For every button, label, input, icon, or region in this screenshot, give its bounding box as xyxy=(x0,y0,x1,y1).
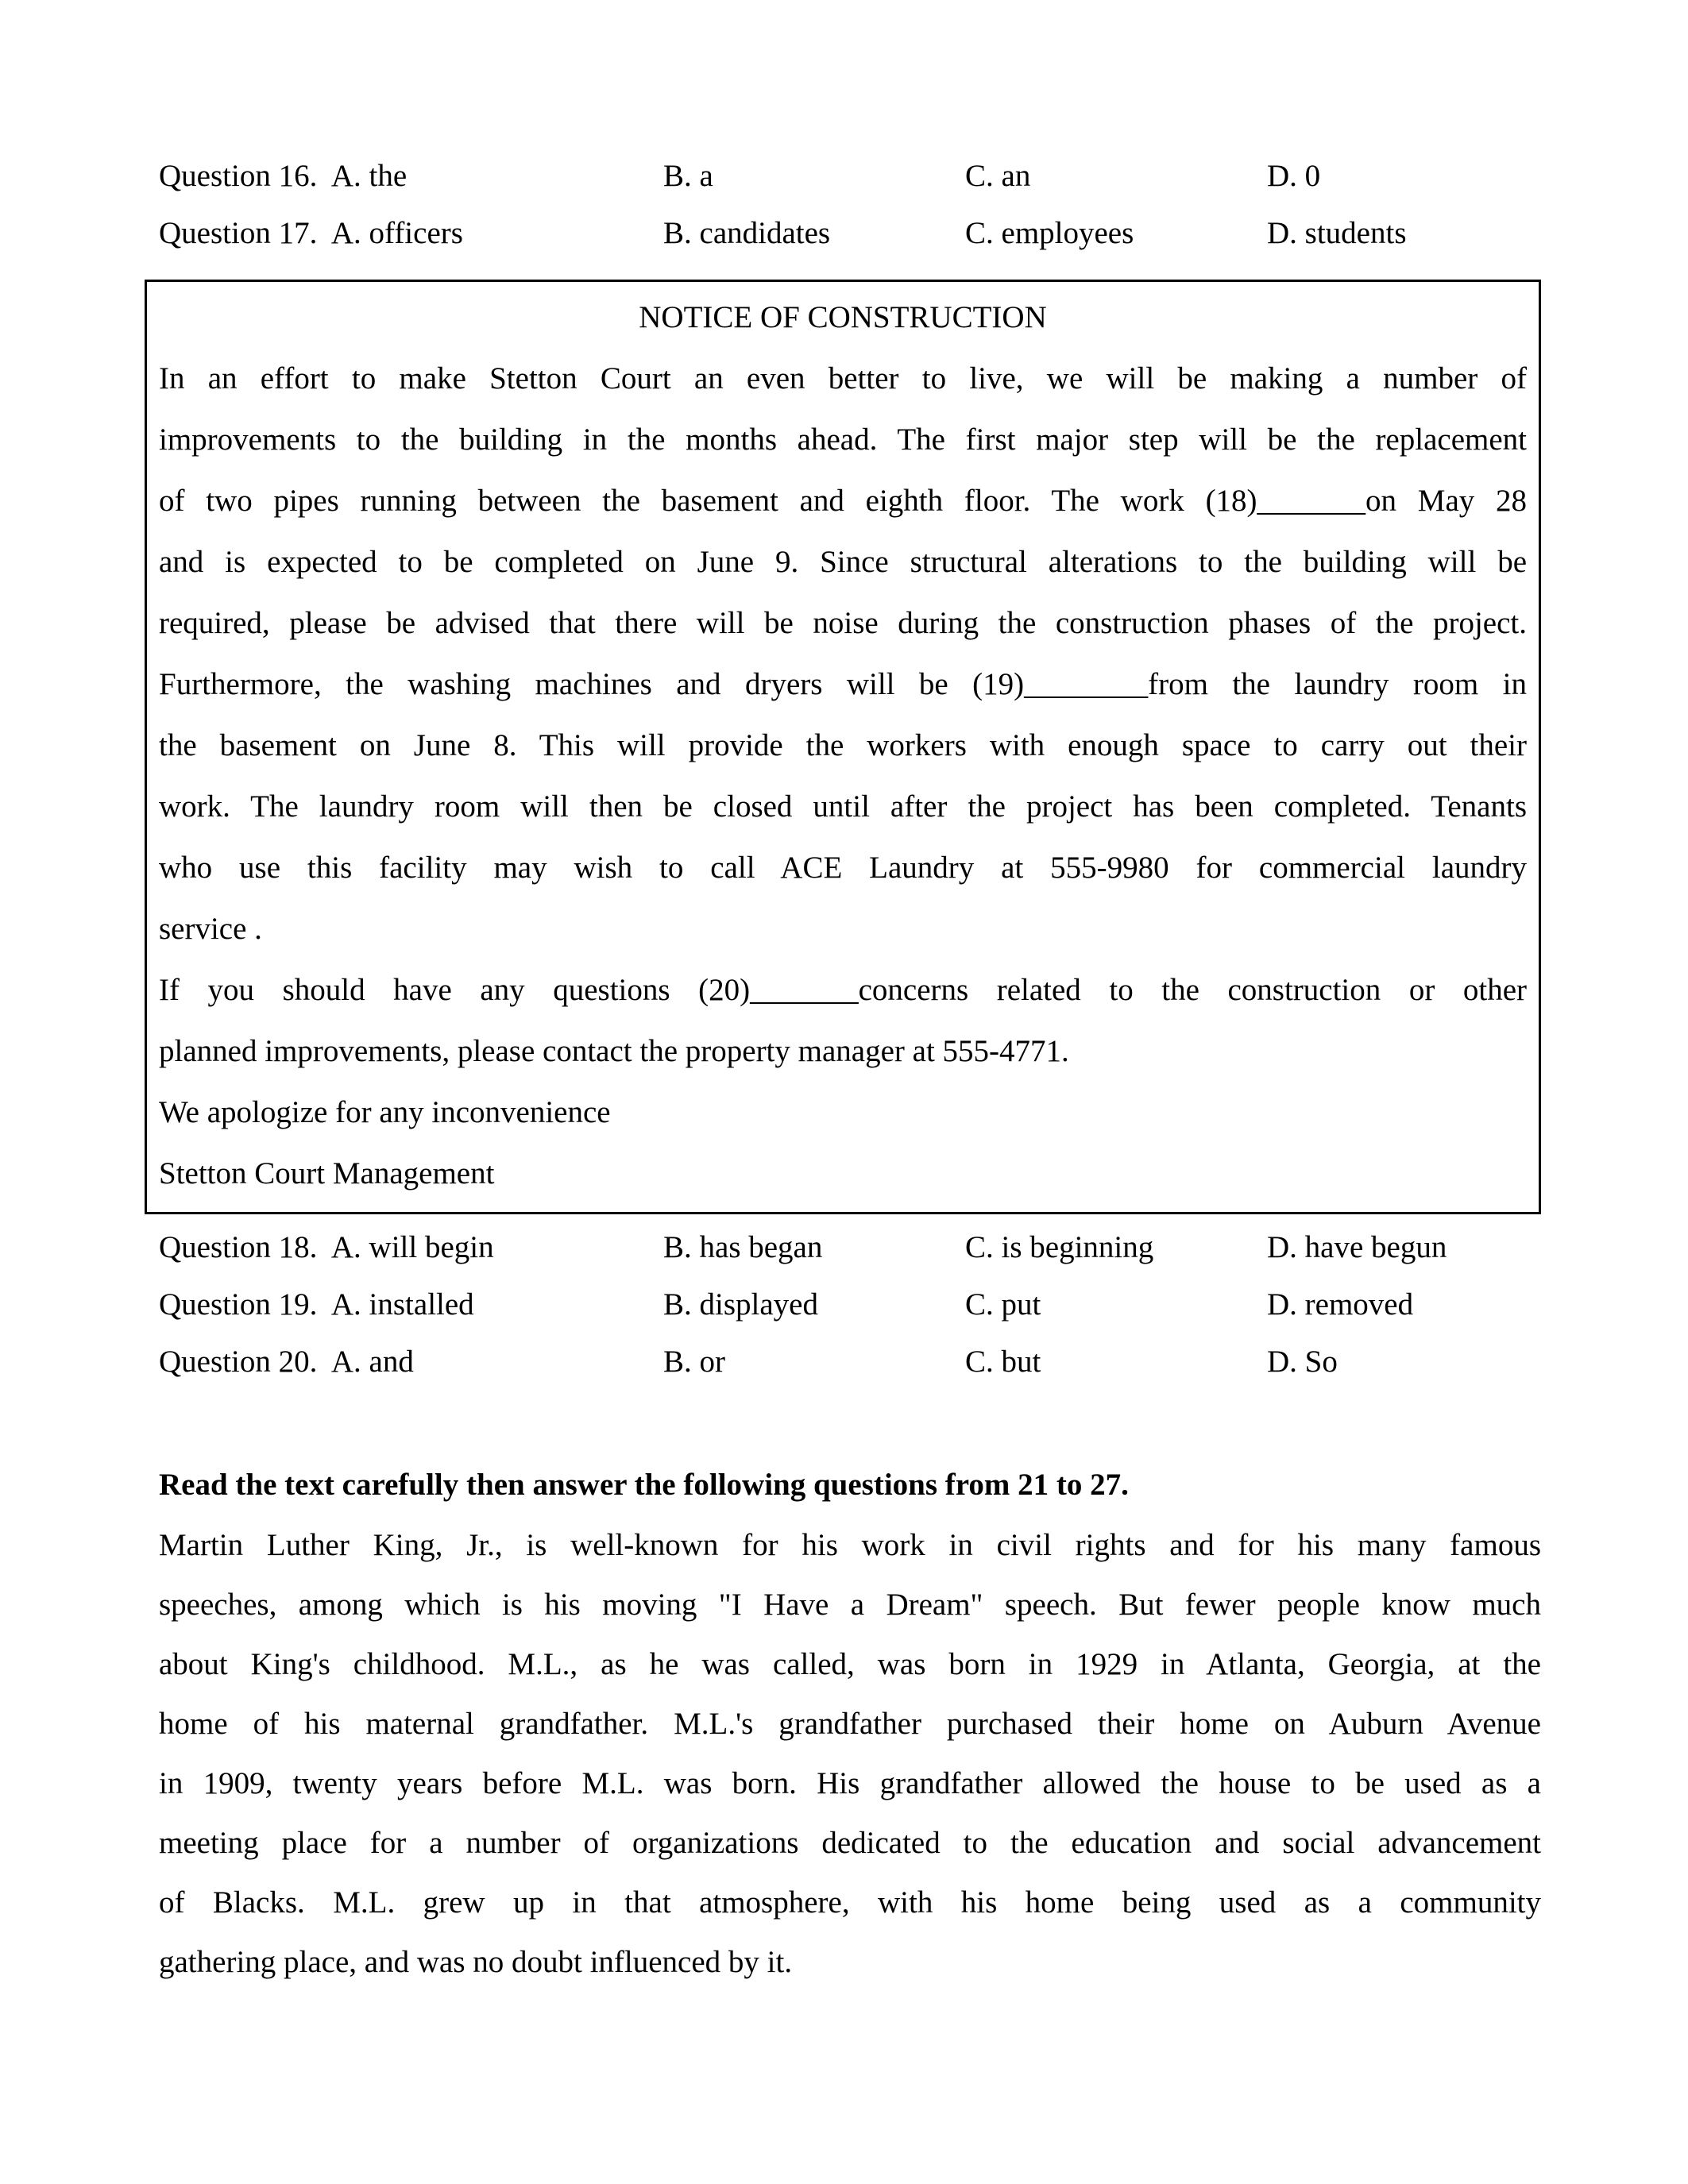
notice-line: who use this facility may wish to call ACE Laundry at 555-9980 for commercial laundry xyxy=(159,851,1527,885)
notice-line: and is expected to be completed on June 9. Since structural alterations to the building will be xyxy=(159,545,1527,579)
question-19-option-b: B. displayed xyxy=(663,1287,818,1322)
question-19-label-and-option-a xyxy=(159,1276,663,1333)
question-20-option-a: A. and xyxy=(330,1345,414,1379)
question-17-option-b: B. candidates xyxy=(663,216,831,250)
passage-line: of Blacks. M.L. grew up in that atmosphere, with his home being used as a community xyxy=(159,1885,1541,1920)
notice-line: required, please be advised that there will be noise during the construction phases of the project. xyxy=(159,606,1527,640)
question-20-label: Question 20. xyxy=(159,1345,318,1379)
question-row-16 xyxy=(159,148,1541,205)
notice-of-construction-box xyxy=(145,280,1541,1214)
passage-line: Martin Luther King, Jr., is well-known for his work in civil rights and for his many famous xyxy=(159,1528,1541,1562)
reading-instructions-heading: Read the text carefully then answer the following questions from 21 to 27. xyxy=(159,1468,1129,1502)
question-row-17 xyxy=(159,205,1541,262)
question-16-option-d: D. 0 xyxy=(1267,159,1321,193)
question-17-option-c: C. employees xyxy=(965,216,1134,250)
question-row-18 xyxy=(159,1219,1541,1276)
question-19-option-d: D. removed xyxy=(1267,1287,1414,1322)
passage-line: home of his maternal grandfather. M.L.'s grandfather purchased their home on Auburn Avenue xyxy=(159,1707,1541,1741)
question-20-option-b: B. or xyxy=(663,1345,725,1379)
passage-line: gathering place, and was no doubt influenced by it. xyxy=(159,1945,793,1979)
question-17-label: Question 17. xyxy=(159,216,318,250)
question-16-label: Question 16. xyxy=(159,159,318,193)
notice-line: Stetton Court Management xyxy=(159,1156,495,1190)
notice-line: improvements to the building in the months ahead. The first major step will be the replacement xyxy=(159,423,1527,457)
notice-line: service . xyxy=(159,912,262,946)
question-18-option-d: D. have begun xyxy=(1267,1230,1447,1264)
question-18-option-c: C. is beginning xyxy=(965,1230,1154,1264)
question-17-label-and-option-a xyxy=(159,205,663,262)
question-19-label: Question 19. xyxy=(159,1287,318,1322)
passage-line: about King's childhood. M.L., as he was called, was born in 1929 in Atlanta, Georgia, at the xyxy=(159,1647,1541,1681)
notice-line: work. The laundry room will then be closed until after the project has been completed. Tenants xyxy=(159,789,1527,824)
notice-line: of two pipes running between the basement and eighth floor. The work (18)_______on May 28 xyxy=(159,484,1527,518)
question-20-option-d: D. So xyxy=(1267,1345,1338,1379)
notice-line: In an effort to make Stetton Court an even better to live, we will be making a number of xyxy=(159,361,1527,396)
notice-line: Furthermore, the washing machines and dryers will be (19)________from the laundry room in xyxy=(159,667,1527,701)
notice-line: the basement on June 8. This will provide the workers with enough space to carry out their xyxy=(159,728,1527,762)
question-18-label-and-option-a xyxy=(159,1219,663,1276)
question-18-label: Question 18. xyxy=(159,1230,318,1264)
notice-line: If you should have any questions (20)_______concerns related to the construction or other xyxy=(159,973,1527,1007)
passage-line: meeting place for a number of organizations dedicated to the education and social advancement xyxy=(159,1826,1541,1860)
question-17-option-a: A. officers xyxy=(330,216,463,250)
questions-18-20-block xyxy=(159,1219,1541,1391)
question-19-option-a: A. installed xyxy=(330,1287,474,1322)
question-row-20 xyxy=(159,1333,1541,1391)
question-16-option-c: C. an xyxy=(965,159,1031,193)
question-16-option-b: B. a xyxy=(663,159,713,193)
question-18-option-a: A. will begin xyxy=(330,1230,494,1264)
question-17-option-d: D. students xyxy=(1267,216,1407,250)
question-19-option-c: C. put xyxy=(965,1287,1041,1322)
reading-passage xyxy=(159,1515,1541,1992)
question-16-label-and-option-a xyxy=(159,148,663,205)
notice-title: NOTICE OF CONSTRUCTION xyxy=(639,300,1047,334)
question-20-option-c: C. but xyxy=(965,1345,1041,1379)
question-row-19 xyxy=(159,1276,1541,1333)
question-16-option-a: A. the xyxy=(330,159,408,193)
passage-line: speeches, among which is his moving "I Have a Dream" speech. But fewer people know much xyxy=(159,1588,1541,1622)
question-20-label-and-option-a xyxy=(159,1333,663,1391)
question-18-option-b: B. has began xyxy=(663,1230,823,1264)
passage-line: in 1909, twenty years before M.L. was born. His grandfather allowed the house to be used as a xyxy=(159,1766,1541,1800)
notice-line: We apologize for any inconvenience xyxy=(159,1095,611,1129)
notice-line: planned improvements, please contact the property manager at 555-4771. xyxy=(159,1034,1069,1068)
